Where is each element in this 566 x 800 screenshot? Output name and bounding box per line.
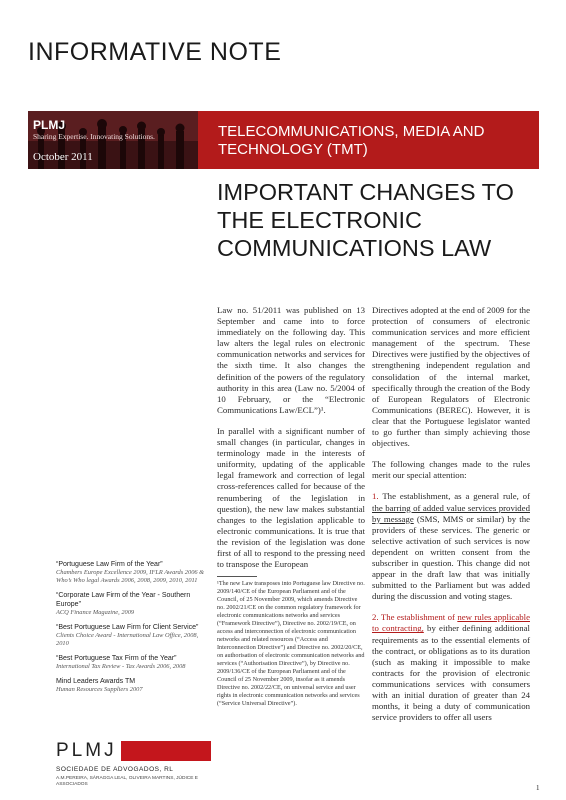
paragraph: In parallel with a significant number of small changes (in particular, changes in terminology made in the interests of uniformity, updating of the applicable legal framework and correction of legal cross-references called for because of the renumbering of the legislation in question), the new law makes substantial changes to the legislation applicable to electronic communications. It is true that the revision of the legislation was done first of all to respond to the pressing need to transpose the European (217, 425, 365, 570)
award-title: “Best Portuguese Tax Firm of the Year” (56, 655, 177, 662)
list-item-1: 1. The establishment, as a general rule, of the barring of added value services provided by message (SMS, MMS or similar) by the providers of these services. The generic or selective activation of such services is now dependent on written consent from the subscriber in question. This change did not appear in the draft law that was initially submitted to the Parliament but was added during the discussion and voting stages. (372, 491, 531, 602)
award-source: Human Resources Suppliers 2007 (56, 686, 143, 693)
award-item (56, 623, 206, 648)
awards-list (56, 560, 206, 700)
section-title: TELECOMMUNICATIONS, MEDIA AND TECHNOLOGY (TMT) (218, 123, 485, 158)
issue-date: October 2011 (33, 151, 93, 163)
award-source: Clients Choice Award - International Law Office, 2008, 2010 (56, 632, 199, 647)
footnote: ¹The new Law transposes into Portuguese law Directive no. 2009/140/CE of the European Parliament and of the Council, of 25 November 2009, which amends Directive no. 2002/21/CE on the common regulatory framework for electronic communications networks and services (“Framework Directive”), Directive no. 2002/19/CE, on access and interconnection of electronic communication networks and related resources (“Access and Interconnection Directive”) and Directive no. 2002/20/CE, on authorisation of electronic communication networks and services (“Authorisation Directive”), by Directive no. 2009/136/CE of the European Parliament and of the Council of 25 November 2009, insofar as it amends Directive no. 2002/22/CE, on universal service and user rights in electronic communication networks and services (“Service Universal Directive”). (217, 580, 365, 707)
award-source: International Tax Review - Tax Awards 2006, 2008 (56, 663, 186, 670)
logo-partners: A.M.PEREIRA, SÁRAGGA LEAL, OLIVEIRA MARTINS, JÚDICE E ASSOCIADOS (56, 776, 198, 787)
paragraph: The following changes made to the rules merit our special attention: (372, 459, 530, 481)
logo-wordmark: PLMJ (56, 740, 117, 761)
body-column-2 (372, 305, 530, 733)
paragraph: Directives adopted at the end of 2009 for the protection of consumers of electronic communication services and more efficient management of the spectrum. These Directives were justified by the objectives of strengthening independent regulation and consolidation of the internal market, specifically through the creation of the Body of European Regulators of Electronic Communications (BEREC). However, it is clear that the Portuguese legislator wanted to go further than simply achieving those objectives. (372, 305, 530, 449)
article-headline: IMPORTANT CHANGES TO THE ELECTRONIC COMMUNICATIONS LAW (217, 179, 514, 261)
page-number: 1 (536, 784, 540, 792)
paragraph: Law no. 51/2011 was published on 13 September and came into to force immediately on the following day. This law alters the legal rules on electronic communication networks and services for the sixth time. It also changes the definition of the powers of the regulatory authority in this area (Law no. 5/2004 of 10 February, or the “Electronic Communications Law/ECL”)¹. (217, 305, 365, 415)
award-title: Mind Leaders Awards TM (56, 678, 136, 685)
award-title: “Portuguese Law Firm of the Year” (56, 561, 163, 568)
firm-logo (56, 740, 256, 773)
list-number: 2. (372, 612, 379, 623)
document-type-title: INFORMATIVE NOTE (28, 38, 282, 66)
award-item (56, 560, 206, 585)
brand-tagline: Sharing Expertise. Innovating Solutions. (33, 132, 155, 141)
award-title: “Best Portuguese Law Firm for Client Service” (56, 624, 199, 631)
award-item (56, 677, 206, 694)
award-source: ACQ Finance Magazine, 2009 (56, 609, 135, 616)
award-source: Chambers Europe Excellence 2009, IFLR Awards 2006 & Who’s Who legal Awards 2006, 2008, 2009, 2010, 2011 (56, 569, 205, 584)
award-item (56, 591, 206, 617)
logo-red-bar (121, 741, 211, 761)
list-item-2: 2. The establishment of new rules applicable to contracting, by either defining additional requirements as to the essential elements of the contract, or obligations as to its duration (such as making it impossible to make contracts for the provision of electronic communications services with consumers with an initial duration of greater than 24 months, it being a duty of communication service providers to offer all users (372, 612, 530, 723)
emphasis-text: the barring of added value services provided by message (372, 502, 530, 524)
footnote-divider (217, 576, 257, 577)
award-item (56, 654, 206, 671)
emphasis-text: new rules applicable to contracting, (372, 612, 530, 634)
brand-name: PLMJ (33, 118, 66, 132)
logo-subtitle: SOCIEDADE DE ADVOGADOS, RL (56, 766, 174, 773)
body-column-1 (217, 305, 365, 580)
award-title: “Corporate Law Firm of the Year - Southern Europe” (56, 592, 191, 608)
list-number: 1. (372, 491, 379, 502)
